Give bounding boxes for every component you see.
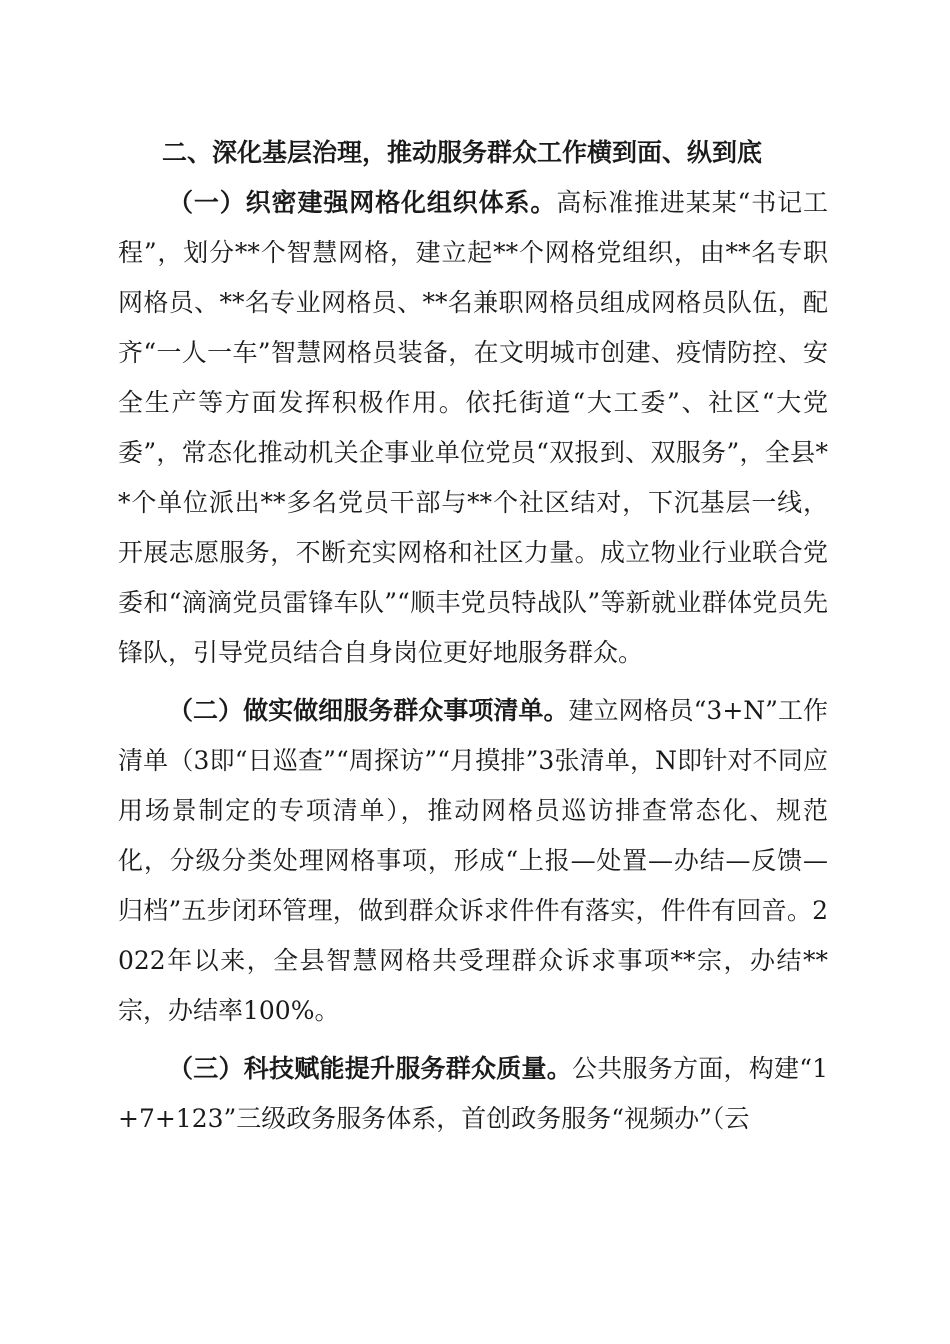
paragraph-2-lead: （二）做实做细服务群众事项清单。 bbox=[168, 696, 569, 725]
paragraph-gap bbox=[118, 678, 828, 686]
document-body bbox=[118, 128, 828, 1144]
paragraph-gap bbox=[118, 1036, 828, 1044]
paragraph-1 bbox=[118, 178, 828, 678]
paragraph-3-text: 公共服务方面，构建“1+7+123”三级政务服务体系，首创政务服务“视频办”（云 bbox=[118, 1054, 828, 1133]
paragraph-2-text: 建立网格员“3+N”工作清单（3即“日巡查”“周探访”“月摸排”3张清单，N即针对不同应用场景制定的专项清单），推动网格员巡访排查常态化、规范化，分级分类处理网格事项，形成“上报—处置—办结—反馈—归档”五步闭环管理，做到群众诉求件件有落实，件件有回音。2022年以来，全县智慧网格共受理群众诉求事项**宗，办结**宗，办结率100%。 bbox=[118, 696, 828, 1025]
paragraph-3-lead: （三）科技赋能提升服务群众质量。 bbox=[168, 1054, 573, 1083]
paragraph-2 bbox=[118, 686, 828, 1036]
paragraph-1-text: 高标准推进某某“书记工程”，划分**个智慧网格，建立起**个网格党组织，由**名专职网格员、**名专业网格员、**名兼职网格员组成网格员队伍，配齐“一人一车”智慧网格员装备，在文明城市创建、疫情防控、安全生产等方面发挥积极作用。依托街道“大工委”、社区“大党委”，常态化推动机关企事业单位党员“双报到、双服务”，全县**个单位派出**多名党员干部与**个社区结对，下沉基层一线，开展志愿服务，不断充实网格和社区力量。成立物业行业联合党委和“滴滴党员雷锋车队”“顺丰党员特战队”等新就业群体党员先锋队，引导党员结合自身岗位更好地服务群众。 bbox=[118, 188, 828, 667]
section-heading: 二、深化基层治理，推动服务群众工作横到面、纵到底 bbox=[162, 138, 763, 167]
paragraph-3 bbox=[118, 1044, 828, 1144]
paragraph-1-lead: （一）织密建强网格化组织体系。 bbox=[168, 188, 557, 217]
